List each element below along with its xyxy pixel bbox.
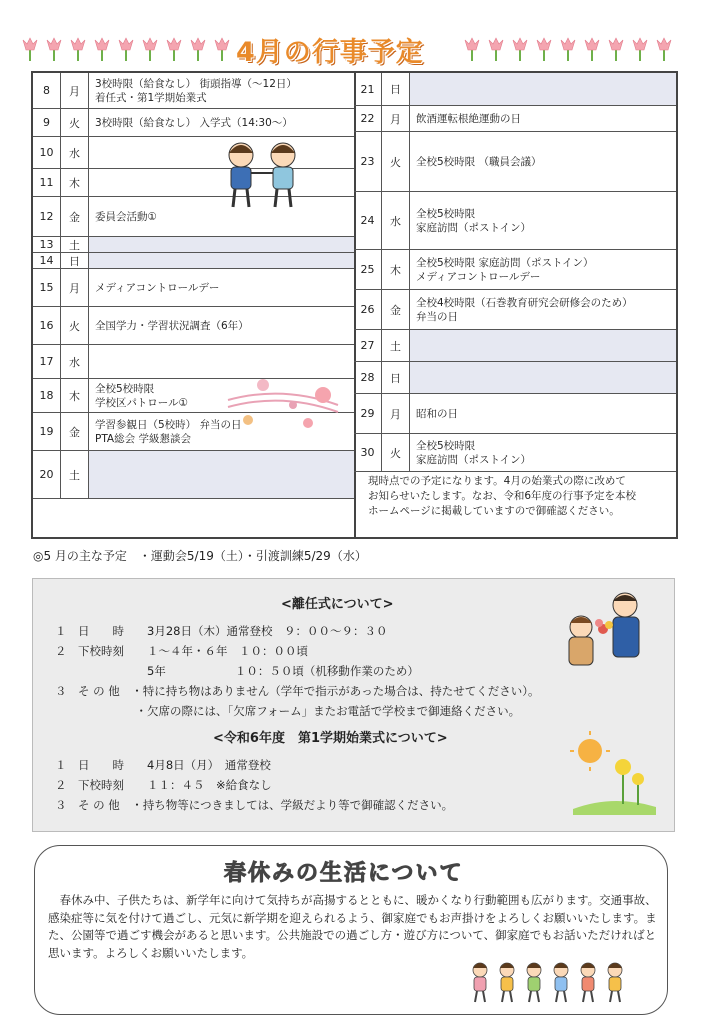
event-text: 全校4校時限（石巻教育研究会研修会のため） 弁当の日 (416, 296, 633, 323)
info-row: ２ 下校時刻 １～４年・６年 １０：００頃 (55, 644, 308, 658)
info-row: ３ そ の 他 ・持ち物等につきましては、学級だより等で御確認ください。 (55, 798, 454, 812)
calendar-row (33, 73, 354, 109)
day-number: 16 (33, 307, 61, 344)
day-number: 12 (33, 197, 61, 236)
day-number: 13 (33, 237, 61, 252)
tulip-icon (191, 38, 205, 61)
calendar-row (33, 253, 354, 269)
calendar-row (354, 290, 676, 330)
page-title: 4月の行事予定 (236, 37, 424, 68)
event-text: 学習参観日（5校時） 弁当の日 PTA総会 学級懇談会 (95, 418, 242, 445)
day-number: 29 (354, 394, 382, 433)
event-text: 全校5校時限 （職員会議） (416, 155, 542, 168)
weekday: 火 (61, 307, 89, 344)
child-icon (473, 963, 487, 1002)
child-icon (554, 963, 568, 1002)
event-text (89, 345, 354, 378)
tulip-icon (167, 38, 181, 61)
may-schedule: ◎5 月の主な予定 ・運動会5/19（土）・引渡訓練5/29（水） (33, 549, 367, 563)
event-text: メディアコントロールデー (95, 281, 220, 294)
calendar-row (33, 269, 354, 307)
info-row: １ 日 時 3月28日（木）通常登校 ９：００～９：３０ (55, 624, 388, 638)
event-text: 全校5校時限 家庭訪問（ポストイン） メディアコントロールデー (416, 256, 594, 283)
event-text: 委員会活動① (95, 210, 157, 223)
calendar-row (354, 250, 676, 290)
calendar-row (33, 109, 354, 137)
day-number: 25 (354, 250, 382, 289)
weekday: 土 (61, 451, 89, 498)
weekday: 月 (382, 394, 410, 433)
day-number: 17 (33, 345, 61, 378)
day-number: 22 (354, 106, 382, 131)
children-walking-illustration (468, 958, 648, 1006)
day-number: 10 (33, 137, 61, 168)
child-icon (581, 963, 595, 1002)
music-notes-illustration (223, 375, 343, 435)
day-number: 30 (354, 434, 382, 471)
tulip-icon (585, 38, 599, 61)
tulip-icon (633, 38, 647, 61)
calendar-row (354, 192, 676, 250)
tulip-icon (609, 38, 623, 61)
tulip-icon (215, 38, 229, 61)
calendar-note: 現時点での予定になります。4月の始業式の際に改めて お知らせいたします。なお、令和6年度の行事予定を本校 ホームページに掲載していますので御確認ください。 (368, 475, 637, 517)
calendar-row (33, 345, 354, 379)
tulip-icon (95, 38, 109, 61)
event-text: 飲酒運転根絶運動の日 (416, 112, 521, 125)
weekday: 火 (382, 434, 410, 471)
tulip-icon (143, 38, 157, 61)
calendar-right-column (354, 73, 676, 537)
weekday: 日 (61, 253, 89, 268)
day-number: 28 (354, 362, 382, 393)
event-text (89, 253, 354, 268)
tulip-icon (23, 38, 37, 61)
event-text (410, 73, 676, 105)
calendar-row (354, 434, 676, 472)
weekday: 木 (61, 379, 89, 412)
weekday: 金 (382, 290, 410, 329)
weekday: 木 (61, 169, 89, 196)
calendar-row (354, 73, 676, 106)
weekday: 火 (382, 132, 410, 191)
sun-flowers-illustration (568, 729, 658, 819)
tulip-icon (465, 38, 479, 61)
day-number: 18 (33, 379, 61, 412)
weekday: 月 (61, 73, 89, 108)
event-text: 3校時限（給食なし） 街頭指導（～12日） 着任式・第1学期始業式 (95, 77, 297, 104)
day-number: 9 (33, 109, 61, 136)
info-row: ２ 下校時刻 １１：４５ ※給食なし (55, 778, 272, 792)
day-number: 14 (33, 253, 61, 268)
weekday: 月 (61, 269, 89, 306)
event-text: 全国学力・学習状況調査（6年） (95, 319, 249, 332)
weekday: 日 (382, 362, 410, 393)
weekday: 月 (382, 106, 410, 131)
calendar-row (354, 132, 676, 192)
event-text: 全校5校時限 家庭訪問（ポストイン） (416, 439, 531, 466)
day-number: 15 (33, 269, 61, 306)
day-number: 20 (33, 451, 61, 498)
calendar-row (354, 106, 676, 132)
day-number: 24 (354, 192, 382, 249)
child-icon (608, 963, 622, 1002)
tulip-icon (47, 38, 61, 61)
event-text: 昭和の日 (416, 407, 458, 420)
child-icon (500, 963, 514, 1002)
weekday: 金 (61, 413, 89, 450)
day-number: 27 (354, 330, 382, 361)
child-icon (527, 963, 541, 1002)
farewell-heading: <離任式について> (281, 597, 394, 612)
day-number: 19 (33, 413, 61, 450)
weekday: 日 (382, 73, 410, 105)
event-text (410, 330, 676, 361)
info-row: ３ そ の 他 ・特に持ち物はありません（学年で指示があった場合は、持たせてください）。 (55, 684, 540, 698)
day-number: 23 (354, 132, 382, 191)
weekday: 火 (61, 109, 89, 136)
weekday: 金 (61, 197, 89, 236)
event-text (410, 362, 676, 393)
weekday: 土 (61, 237, 89, 252)
spring-title: 春休みの生活について (224, 861, 464, 886)
calendar-row (33, 237, 354, 253)
event-text: 全校5校時限 家庭訪問（ポストイン） (416, 207, 531, 234)
children-illustration (213, 135, 313, 215)
event-text: 全校5校時限 学校区パトロール① (95, 382, 188, 409)
weekday: 水 (61, 137, 89, 168)
tulip-icon (561, 38, 575, 61)
weekday: 土 (382, 330, 410, 361)
tulip-icon (71, 38, 85, 61)
weekday: 水 (382, 192, 410, 249)
info-row: 5年 １０：５０頃（机移動作業のため） (55, 664, 419, 678)
spring-body: 春休み中、子供たちは、新学年に向けて気持ちが高揚するとともに、暖かくなり行動範囲も広がります。交通事故、感染症等に気を付けて過ごし、元気に新学期を迎えられるよう、御家庭でもお声掛けをよろしくお願いいたします。また、公園等で過ごす機会があると思います。公共施設での過ごし方・遊び方について、御家庭でもお話いただければと思います。よろしくお願いいたします。 (48, 893, 657, 960)
tulip-icon (513, 38, 527, 61)
info-row: １ 日 時 4月8日（月） 通常登校 (55, 758, 271, 772)
event-text (89, 451, 354, 498)
event-calendar (31, 71, 678, 539)
calendar-row (33, 451, 354, 499)
day-number: 26 (354, 290, 382, 329)
weekday: 水 (61, 345, 89, 378)
tulip-icon (119, 38, 133, 61)
calendar-row (354, 394, 676, 434)
bouquet-illustration (563, 589, 663, 669)
info-row: ・欠席の際には、「欠席フォーム」またお電話で学校まで御連絡ください。 (55, 704, 521, 718)
tulip-icon (537, 38, 551, 61)
event-text: 3校時限（給食なし） 入学式（14:30～） (95, 116, 293, 129)
day-number: 8 (33, 73, 61, 108)
day-number: 11 (33, 169, 61, 196)
tulip-icon (657, 38, 671, 61)
weekday: 木 (382, 250, 410, 289)
event-text (89, 237, 354, 252)
tulip-icon (489, 38, 503, 61)
calendar-row (354, 362, 676, 394)
calendar-row (33, 307, 354, 345)
day-number: 21 (354, 73, 382, 105)
opening-heading: <令和6年度 第1学期始業式について> (213, 731, 448, 746)
ceremony-info-box (32, 578, 675, 832)
calendar-row (354, 330, 676, 362)
